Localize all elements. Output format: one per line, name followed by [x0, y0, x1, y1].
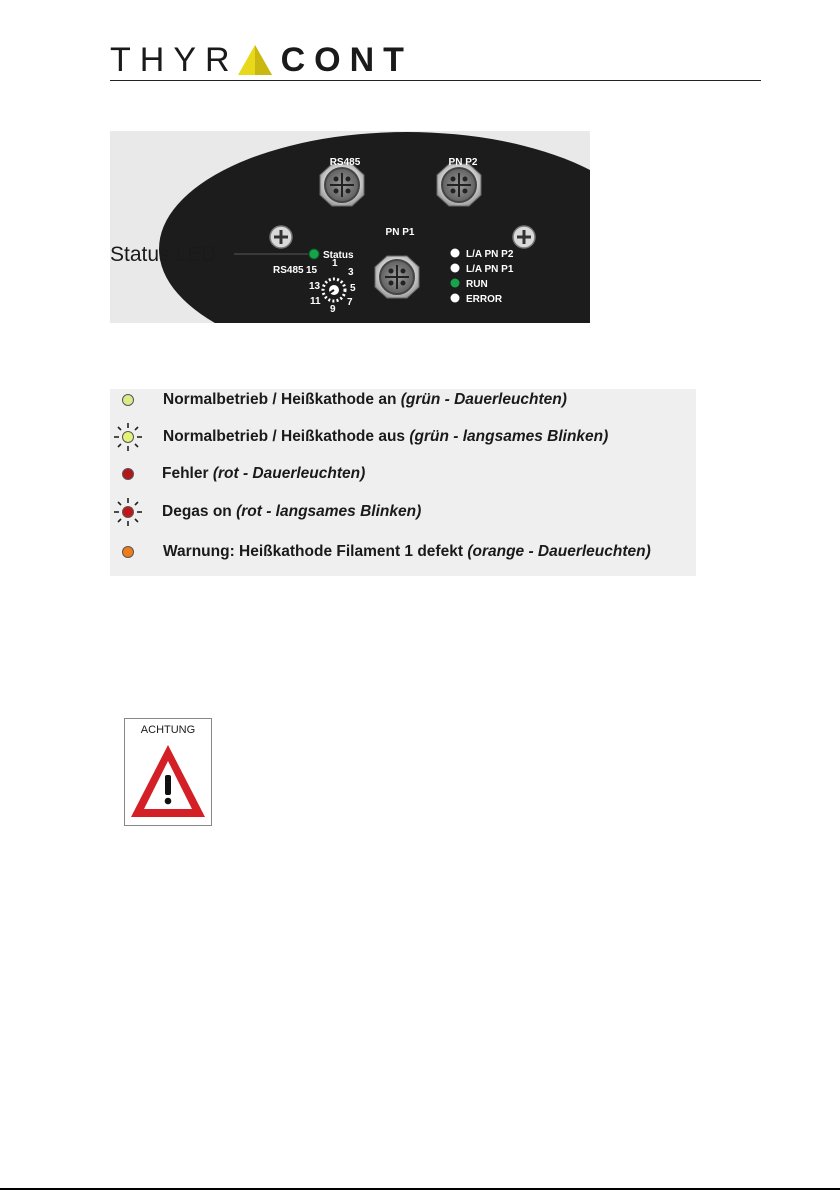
switch-pos-15: 15: [306, 265, 318, 276]
legend-note: (grün - Dauerleuchten): [400, 391, 567, 408]
connector-pn-p1-icon: [375, 256, 419, 298]
label-pn-p2: PN P2: [448, 157, 478, 168]
legend-item: [110, 422, 696, 452]
led-error-label: ERROR: [466, 294, 503, 305]
switch-pos-9: 9: [330, 304, 336, 315]
legend-item: [110, 497, 696, 527]
rs485-switch-label: RS485: [273, 265, 304, 276]
legend-item: [110, 385, 696, 415]
led-red-blinking-icon: [122, 506, 134, 518]
screw-left-icon: [270, 226, 292, 248]
achtung-warning-sign: [124, 718, 212, 826]
switch-pos-13: 13: [309, 281, 321, 292]
legend-item: [110, 459, 696, 489]
led-green-blinking-icon: [122, 431, 134, 443]
legend-note: (grün - langsames Blinken): [409, 428, 609, 445]
led-orange-steady-icon: [122, 546, 134, 558]
legend-item: [110, 537, 696, 567]
led-la-pn-p1-icon: [451, 264, 460, 273]
page-bottom-rule: [0, 1188, 840, 1190]
led-la-pn-p2-icon: [451, 249, 460, 258]
warning-triangle-icon: [128, 741, 208, 823]
screw-right-icon: [513, 226, 535, 248]
header-divider: [110, 80, 761, 81]
device-panel-graphic: [110, 131, 590, 323]
legend-text: Normalbetrieb / Heißkathode aus: [163, 428, 406, 445]
connector-rs485-icon: [320, 164, 364, 206]
led-green-steady-icon: [122, 394, 134, 406]
switch-pos-3: 3: [348, 267, 354, 278]
legend-text: Normalbetrieb / Heißkathode an: [163, 391, 397, 408]
logo-text-right: CONT: [280, 40, 413, 79]
switch-pos-5: 5: [350, 283, 356, 294]
led-la-pn-p1-label: L/A PN P1: [466, 264, 514, 275]
switch-pos-1: 1: [332, 258, 338, 269]
legend-note: (rot - langsames Blinken): [236, 503, 422, 520]
legend-text: Warnung: Heißkathode Filament 1 defekt: [163, 543, 463, 560]
thyracont-logo: [110, 42, 413, 78]
legend-text: Fehler: [162, 465, 213, 482]
connector-pn-p2-icon: [437, 164, 481, 206]
label-rs485: RS485: [329, 157, 361, 168]
logo-triangle-icon: [236, 43, 274, 77]
led-run-icon: [451, 279, 460, 288]
legend-note: (rot - Dauerleuchten): [212, 465, 366, 482]
switch-pos-7: 7: [347, 297, 353, 308]
led-run-label: RUN: [466, 279, 488, 290]
status-led-icon: [309, 249, 319, 259]
led-la-pn-p2-label: L/A PN P2: [466, 249, 514, 260]
legend-text: Degas on: [162, 503, 237, 520]
legend-note: (orange - Dauerleuchten): [467, 543, 651, 560]
led-red-steady-icon: [122, 468, 134, 480]
label-pn-p1: PN P1: [385, 227, 415, 238]
status-led-callout: Status LED: [110, 243, 217, 266]
status-led-label: Status: [323, 250, 354, 261]
device-front-panel: [110, 131, 590, 323]
led-legend: [110, 389, 696, 576]
switch-pos-11: 11: [310, 296, 321, 307]
warning-title: ACHTUNG: [140, 724, 196, 736]
logo-text-left: THYR: [110, 40, 239, 79]
led-error-icon: [451, 294, 460, 303]
